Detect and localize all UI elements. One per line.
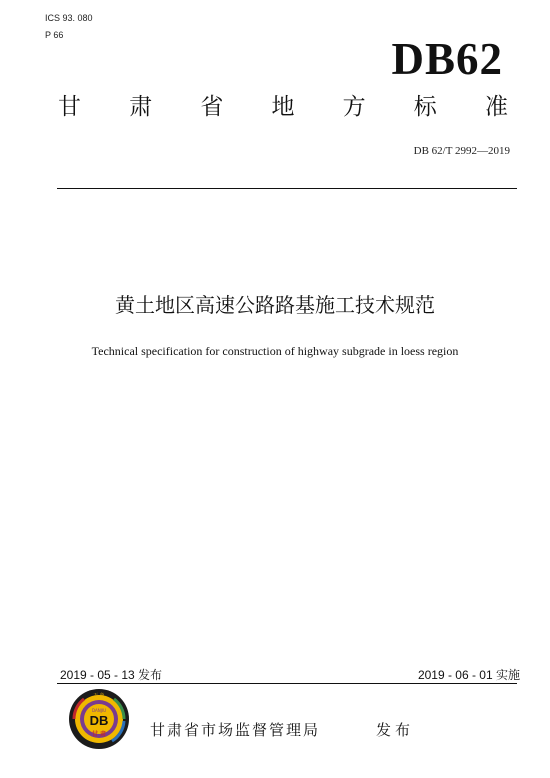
standard-number: DB 62/T 2992—2019 [413, 145, 510, 157]
issue-date: 2019 - 05 - 13 发布 [60, 668, 163, 682]
standard-type-char: 准 [484, 94, 508, 120]
db-code: DB62 [391, 34, 503, 84]
standard-type-char: 地 [271, 94, 295, 120]
standard-type-title [58, 96, 508, 119]
seal-db-text: DB [89, 713, 109, 728]
footer-divider [57, 683, 517, 684]
seal-top-text: 万 象 [93, 693, 105, 699]
ics-code: ICS 93. 080 [45, 13, 93, 23]
standard-type-char: 省 [200, 94, 224, 120]
publish-label: 发布 [376, 721, 415, 739]
seal-bottom-text: 甘 肃 [91, 731, 107, 738]
classification-code: P 66 [45, 30, 64, 40]
standard-type-char: 肃 [129, 94, 153, 120]
document-title-cn: 黄土地区高速公路路基施工技术规范 [115, 293, 435, 317]
standard-type-char: 方 [342, 94, 366, 120]
implement-date: 2019 - 06 - 01 实施 [417, 668, 520, 682]
document-title-en: Technical specification for construction of highway subgrade in loess region [91, 344, 459, 358]
standard-type-char: 甘 [58, 94, 81, 120]
standard-type-char: 标 [413, 94, 437, 120]
header-divider [57, 188, 517, 189]
issuing-authority: 甘肃省市场监督管理局 [150, 721, 321, 739]
danjiu-seal-icon [68, 688, 130, 750]
seal-sub-text: DANJIU [91, 708, 107, 713]
